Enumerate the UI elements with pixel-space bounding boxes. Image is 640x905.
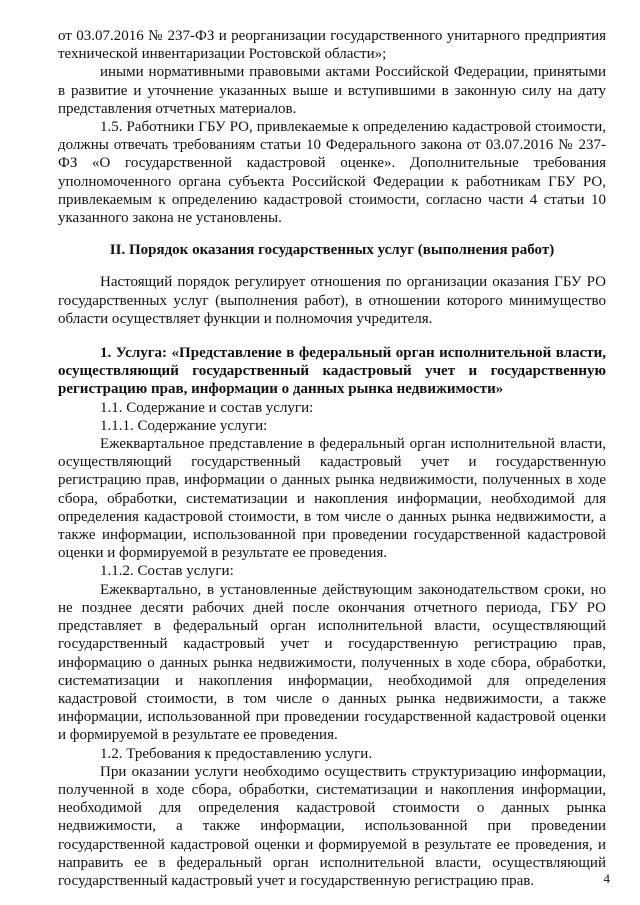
section-heading: II. Порядок оказания государственных услуг (выполнения работ) [109, 242, 555, 259]
service-title: 1. Услуга: «Представление в федеральный орган исполнительной власти, осуществляющий государственный кадастровый учет и государственную регистрацию прав, информации о данных рынка недвижимости» [58, 345, 606, 398]
paragraph-intro: Настоящий порядок регулирует отношения по организации оказания ГБУ РО государственных услуг (выполнения работ), в отношении которого минимущество области осуществляет функции и полномочия учредителя. [58, 274, 606, 327]
paragraph-1-1-2: 1.1.2. Состав услуги: [100, 563, 234, 580]
paragraph-1-2: 1.2. Требования к предоставлению услуги. [100, 745, 373, 762]
document-page [58, 27, 606, 890]
paragraph-content: Ежеквартальное представление в федеральный орган исполнительной власти, осуществляющий государственный кадастровый учет и государственную регистрацию прав, информации о данных рынка недвижимости, полученных в ходе сбора, обработки, систематизации и накопления информации, необходимой для определения кадастровой стоимости, в том числе о данных рынка недвижимости, а также информации, использованной при проведении государственной кадастровой оценки и формируемой в результате ее проведения. [58, 436, 606, 562]
paragraph-1-1: 1.1. Содержание и состав услуги: [100, 399, 314, 416]
paragraph-composition: Ежеквартально, в установленные действующим законодательством сроки, но не позднее десяти рабочих дней после окончания отчетного периода, ГБУ РО представляет в федеральный орган исполнительной власти, осуществляющий государственный кадастровый учет и государственную регистрацию прав, информацию о данных рынка недвижимости, полученных в ходе сбора, обработки, систематизации и накопления информации, необходимой для определения кадастровой стоимости, в том числе о данных рынка недвижимости, а также информации, использованной при проведении государственной кадастровой оценки и формируемой в результате ее проведения. [58, 581, 606, 744]
paragraph-1-1-1: 1.1.1. Содержание услуги: [100, 417, 268, 434]
page-number: 4 [603, 871, 610, 886]
paragraph-1-5: 1.5. Работники ГБУ РО, привлекаемые к определению кадастровой стоимости, должны отвечать требованиям статьи 10 Федерального закона от 03.07.2016 № 237-ФЗ «О государственной кадастровой оценке». Дополнительные требования уполномоченного органа субъекта Российской Федерации к работникам ГБУ РО, привлекаемым к определению кадастровой стоимости, согласно части 4 статьи 10 указанного закона не установлены. [58, 119, 606, 227]
paragraph-requirements: При оказании услуги необходимо осуществить структуризацию информации, полученной в ходе сбора, обработки, систематизации и накопления информации, необходимой для определения кадастровой стоимости о данных рынка недвижимости, а также информации, использованной при проведении государственной кадастровой оценки и формируемой в результате ее проведения, и направить ее в федеральный орган исполнительной власти, осуществляющий государственный кадастровый учет и государственную регистрацию прав. [58, 763, 606, 889]
paragraph-other-acts: иными нормативными правовыми актами Российской Федерации, принятыми в развитие и уточнение указанных выше и вступившими в законную силу на дату представления отчетных материалов. [58, 64, 606, 117]
paragraph-continuation: от 03.07.2016 № 237-ФЗ и реорганизации государственного унитарного предприятия технической инвентаризации Ростовской области»; [58, 28, 606, 63]
